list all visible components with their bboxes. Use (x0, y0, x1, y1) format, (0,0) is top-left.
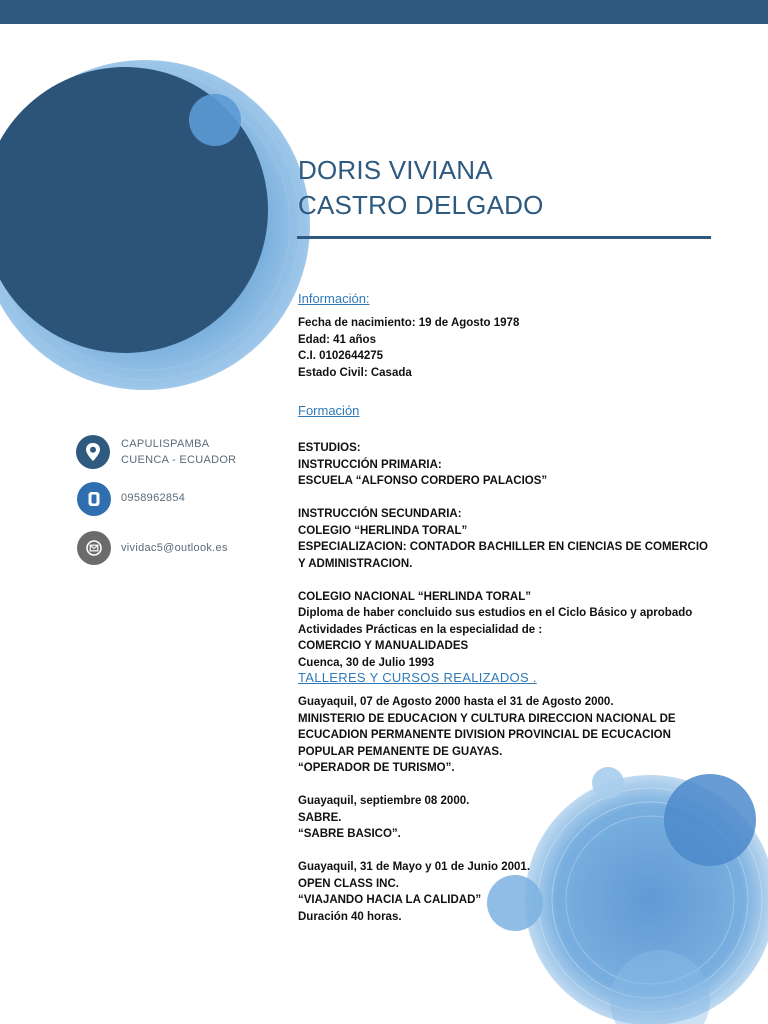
informacion-heading: Información: (298, 291, 370, 306)
blank-line (298, 572, 738, 589)
talleres-line: OPEN CLASS INC. (298, 877, 399, 890)
talleres-heading: TALLERES Y CURSOS REALIZADOS . (298, 670, 537, 685)
person-name (298, 153, 718, 223)
formacion-line: INSTRUCCIÓN PRIMARIA: (298, 458, 442, 471)
informacion-section (298, 315, 738, 381)
talleres-line: SABRE. (298, 811, 342, 824)
location-pin-icon (76, 435, 110, 469)
name-line-2: CASTRO DELGADO (298, 190, 544, 220)
talleres-line: “OPERADOR DE TURISMO”. (298, 762, 455, 774)
formacion-line: COLEGIO “HERLINDA TORAL” (298, 524, 468, 537)
formacion-line: INSTRUCCIÓN SECUNDARIA: (298, 508, 462, 520)
informacion-line: Edad: 41 años (298, 333, 376, 346)
talleres-line: MINISTERIO DE EDUCACION Y CULTURA DIRECCION NACIONAL DE (298, 712, 676, 725)
formacion-line: Y ADMINISTRACION. (298, 557, 413, 570)
address-line-2: CUENCA - ECUADOR (121, 454, 237, 466)
name-line-1: DORIS VIVIANA (298, 155, 493, 185)
talleres-section (298, 694, 738, 925)
formacion-section (298, 440, 738, 671)
talleres-line: Guayaquil, 31 de Mayo y 01 de Junio 2001. (298, 861, 531, 873)
informacion-line: Fecha de nacimiento: 19 de Agosto 1978 (298, 317, 520, 329)
talleres-line: Guayaquil, septiembre 08 2000. (298, 795, 470, 807)
informacion-line: C.I. 0102644275 (298, 350, 384, 362)
formacion-line: Actividades Prácticas en la especialidad de : (298, 623, 543, 636)
formacion-line: Diploma de haber concluido sus estudios en el Ciclo Básico y aprobado (298, 607, 693, 619)
talleres-line: “SABRE BASICO”. (298, 828, 401, 840)
name-divider (297, 236, 711, 239)
envelope-icon (77, 531, 111, 565)
formacion-heading: Formación (298, 403, 360, 418)
talleres-line: Guayaquil, 07 de Agosto 2000 hasta el 31 de Agosto 2000. (298, 696, 614, 708)
address-text (121, 436, 236, 468)
formacion-line: ESPECIALIZACION: CONTADOR BACHILLER EN CIENCIAS DE COMERCIO (298, 541, 708, 553)
formacion-line: Cuenca, 30 de Julio 1993 (298, 656, 435, 669)
address-line-1: CAPULISPAMBA (121, 438, 210, 450)
blank-line (298, 777, 738, 794)
phone-text: 0958962854 (121, 492, 186, 504)
formacion-line: ESTUDIOS: (298, 442, 361, 454)
formacion-line: COMERCIO Y MANUALIDADES (298, 640, 469, 652)
talleres-line: ECUCADION PERMANENTE DIVISION PROVINCIAL DE ECUCACION (298, 729, 671, 741)
blank-line (298, 843, 738, 860)
talleres-line: “VIAJANDO HACIA LA CALIDAD” (298, 894, 482, 906)
formacion-line: ESCUELA “ALFONSO CORDERO PALACIOS” (298, 475, 548, 487)
formacion-line: COLEGIO NACIONAL “HERLINDA TORAL” (298, 590, 531, 603)
informacion-line: Estado Civil: Casada (298, 366, 412, 379)
talleres-line: Duración 40 horas. (298, 910, 402, 923)
talleres-line: POPULAR PEMANENTE DE GUAYAS. (298, 745, 503, 758)
blank-line (298, 490, 738, 507)
phone-icon (77, 482, 111, 516)
email-link[interactable]: vividac5@outlook.es (121, 542, 228, 554)
top-left-circle-group (0, 60, 310, 390)
